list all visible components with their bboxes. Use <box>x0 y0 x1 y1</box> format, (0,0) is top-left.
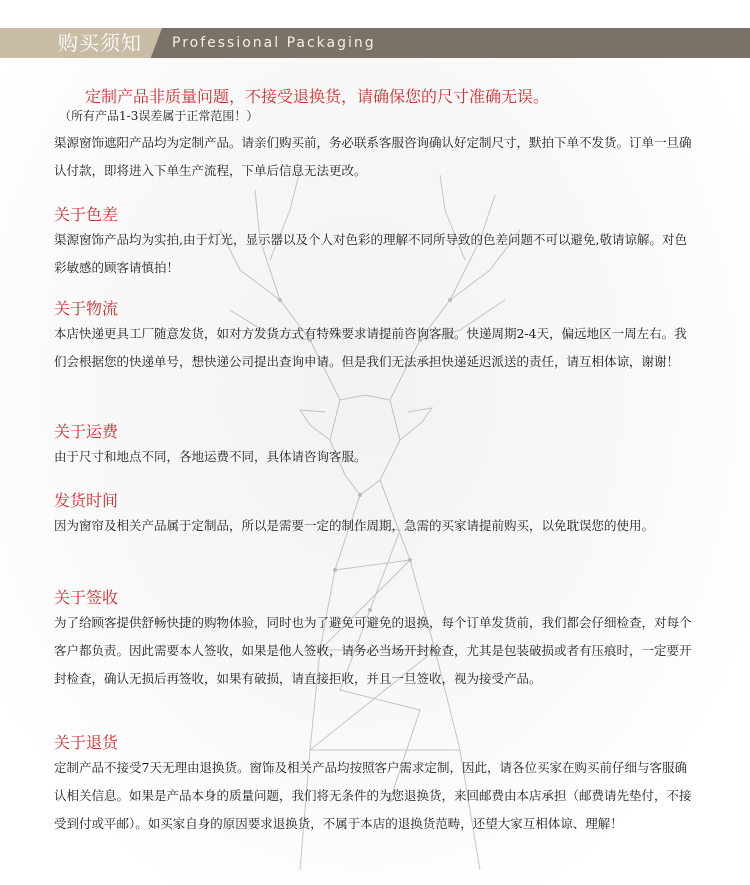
section-body: 由于尺寸和地点不同，各地运费不同，具体请咨询客服。 <box>54 449 367 464</box>
header-title: 购买须知 <box>58 31 142 55</box>
section-sign-for <box>54 587 694 693</box>
notice-main: 定制产品非质量问题，不接受退换货，请确保您的尺寸准确无误。 <box>85 87 550 106</box>
section-title: 关于签收 <box>54 588 119 607</box>
section-title: 关于色差 <box>54 205 119 224</box>
header-bar <box>0 28 750 58</box>
section-shipping-fee <box>54 421 694 471</box>
section-body: 为了给顾客提供舒畅快捷的购物体验，同时也为了避免可避免的退换，每个订单发货前，我们都会仔细检查，对每个客户都负责。因此需要本人签收，如果是他人签收，请务必当场开封检查，尤其是包装破损或者有压痕时，一定要开封检查，确认无损后再签收，如果有破损，请直接拒收，并且一旦签收，视为接受产品。 <box>54 615 692 686</box>
notice-sub: （所有产品1-3误差属于正常范围！） <box>59 109 259 123</box>
section-title: 关于退货 <box>54 733 119 752</box>
section-body: 渠源窗饰产品均为实拍,由于灯光，显示器以及个人对色彩的理解不同所导致的色差问题不可以避免,敬请谅解。对色彩敏感的顾客请慎拍！ <box>54 232 687 275</box>
intro-text: 渠源窗饰遮阳产品均为定制产品。请亲们购买前，务必联系客服咨询确认好定制尺寸，默拍下单不发货。订单一旦确认付款，即将进入下单生产流程，下单后信息无法更改。 <box>54 135 692 178</box>
section-returns <box>54 732 694 838</box>
section-title: 发货时间 <box>54 491 119 510</box>
section-title: 关于运费 <box>54 422 119 441</box>
section-delivery-time <box>54 490 694 540</box>
section-body: 定制产品不接受7天无理由退换货。窗饰及相关产品均按照客户需求定制，因此，请各位买家在购买前仔细与客服确认相关信息。如果是产品本身的质量问题，我们将无条件的为您退换货，来回邮费由本店承担（邮费请先垫付，不接受到付或平邮）。如买家自身的原因要求退换货，不属于本店的退换货范畴，还望大家互相体谅、理解！ <box>54 760 692 831</box>
section-body: 本店快递更具工厂随意发货，如对方发货方式有特殊要求请提前咨询客服。快递周期2-4天，偏远地区一周左右。我们会根据您的快递单号，想快递公司提出查询申请。但是我们无法承担快递延迟派送的责任，请互相体谅，谢谢！ <box>54 326 687 369</box>
section-title: 关于物流 <box>54 299 119 318</box>
section-color-difference <box>54 204 694 282</box>
section-body: 因为窗帘及相关产品属于定制品，所以是需要一定的制作周期，急需的买家请提前购买，以免耽误您的使用。 <box>54 518 655 533</box>
section-logistics <box>54 298 694 376</box>
header-subtitle: Professional Packaging <box>172 35 376 51</box>
